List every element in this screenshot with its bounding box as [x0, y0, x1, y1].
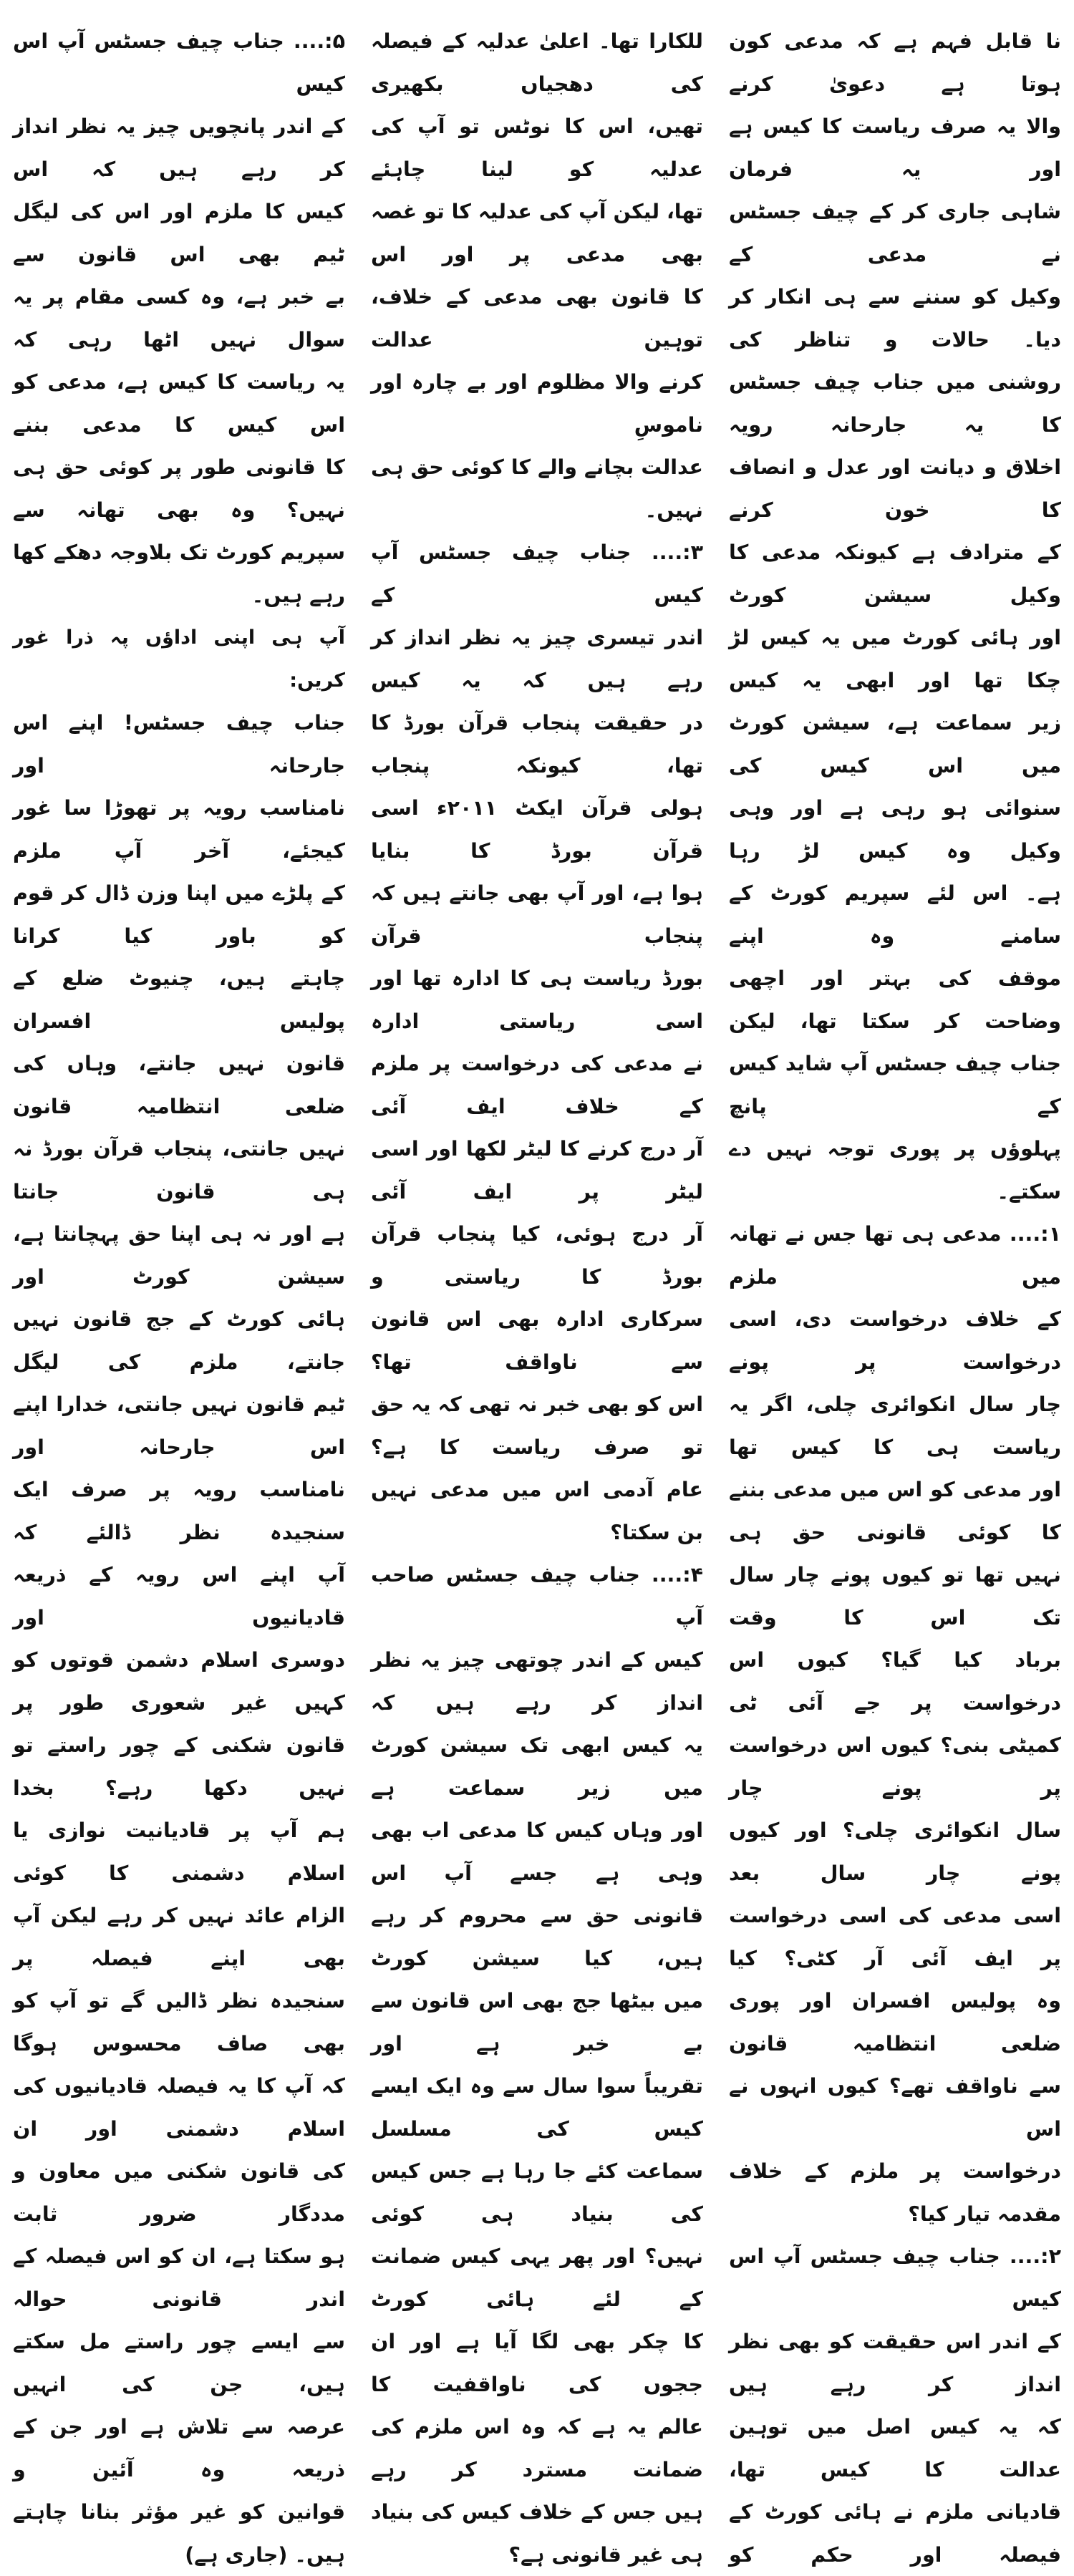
text-line: نا قابل فہم ہے کہ مدعی کون ہوتا ہے دعویٰ کرنے — [729, 29, 1061, 96]
text-line: یہ ریاست کا کیس ہے، مدعی کو اس کیس کا مدعی بننے — [13, 370, 345, 437]
text-line: ہے اور نہ ہی اپنا حق پہچانتا ہے، سیشن کورٹ اور — [13, 1222, 345, 1289]
column-middle — [371, 20, 704, 2567]
text-line: کرنے والا مظلوم اور بے چارہ اور ناموسِ — [371, 370, 703, 437]
point-5-heading: ۵:.... جناب چیف جسٹس آپ اس کیس — [13, 29, 345, 96]
text-line: کی قانون شکنی میں معاون و مددگار ضرور ثابت — [13, 2159, 345, 2226]
text-line: ہائی کورٹ کے جج قانون نہیں جانتے، ملزم کی لیگل — [13, 1307, 345, 1374]
text-line: سال انکوائری چلی؟ اور کیوں پونے چار سال بعد — [729, 1819, 1061, 1885]
text-line: ٹیم قانون نہیں جانتی، خدارا اپنے اس جارحانہ اور — [13, 1393, 345, 1459]
point-2-heading: ۲:.... جناب چیف جسٹس آپ اس کیس — [729, 2245, 1061, 2311]
text-line: آپ اپنے اس رویہ کے ذریعہ قادیانیوں اور — [13, 1563, 345, 1630]
text-line: آر درج ہوئی، کیا پنجاب قرآن بورڈ کا ریاستی و — [371, 1222, 703, 1289]
text-line: درخواست پر ملزم کے خلاف مقدمہ تیار کیا؟ — [729, 2159, 1061, 2226]
text-line: سنوائی ہو رہی ہے اور وہی وکیل وہ کیس لڑ رہا — [729, 796, 1061, 863]
text-line: کے خلاف درخواست دی، اسی درخواست پر پونے — [729, 1307, 1061, 1374]
text-line: قانون نہیں جانتے، وہاں کی ضلعی انتظامیہ قانون — [13, 1052, 345, 1118]
text-line: کیس کا ملزم اور اس کی لیگل ٹیم بھی اس قانون سے — [13, 200, 345, 266]
text-line: پہلوؤں پر پوری توجہ نہیں دے سکتے۔ — [729, 1137, 1061, 1204]
text-line: ہے۔ اس لئے سپریم کورٹ کے سامنے وہ اپنے — [729, 881, 1061, 948]
text-line: کہ آپ کا یہ فیصلہ قادیانیوں کی اسلام دشمنی اور ان — [13, 2074, 345, 2141]
text-line: میں بیٹھا جج بھی اس قانون سے بے خبر ہے اور — [371, 1989, 703, 2056]
text-line: نہیں تھا تو کیوں پونے چار سال تک اس کا وقت — [729, 1563, 1061, 1630]
text-line: کے اندر پانچویں چیز یہ نظر انداز کر رہے ہیں کہ اس — [13, 115, 345, 181]
text-line: اور مدعی کو اس میں مدعی بننے کا کوئی قانونی حق ہی — [729, 1478, 1061, 1544]
text-line: والا یہ صرف ریاست کا کیس ہے اور یہ فرمان — [729, 115, 1061, 181]
text-line: للکارا تھا۔ اعلیٰ عدلیہ کے فیصلہ کی دھجیاں بکھیری — [371, 29, 703, 96]
text-line: اخلاق و دیانت اور عدل و انصاف کا خون کرنے — [729, 455, 1061, 522]
text-line: عرصہ سے تلاش ہے اور جن کے ذریعہ وہ آئین و — [13, 2415, 345, 2481]
text-line: وہ پولیس افسران اور پوری ضلعی انتظامیہ قانون — [729, 1989, 1061, 2056]
text-line: اس کو بھی خبر نہ تھی کہ یہ حق تو صرف ریاست کا ہے؟ — [371, 1393, 703, 1459]
text-line: اور ہائی کورٹ میں یہ کیس لڑ چکا تھا اور ابھی یہ کیس — [729, 626, 1061, 692]
text-line: سے ایسے چور راستے مل سکتے ہیں، جن کی انہیں — [13, 2330, 345, 2396]
text-line: کے مترادف ہے کیونکہ مدعی کا وکیل سیشن کورٹ — [729, 541, 1061, 607]
text-line: وکیل کو سننے سے ہی انکار کر دیا۔ حالات و تناظر کی — [729, 285, 1061, 352]
text-line: بے خبر ہے، وہ کسی مقام پر یہ سوال نہیں اٹھا رہی کہ — [13, 285, 345, 352]
point-1-heading: ۱:.... مدعی ہی تھا جس نے تھانہ میں ملزم — [729, 1222, 1061, 1289]
text-line: نہیں جانتی، پنجاب قرآن بورڈ نہ ہی قانون جانتا — [13, 1137, 345, 1204]
article-columns — [13, 20, 1061, 2567]
text-line: جناب چیف جسٹس آپ شاید کیس کے پانچ — [729, 1052, 1061, 1118]
text-line: سنجیدہ نظر ڈالیں گے تو آپ کو بھی صاف محسوس ہوگا — [13, 1989, 345, 2056]
text-line: تھیں، اس کا نوٹس تو آپ کی عدلیہ کو لینا چاہئے — [371, 115, 703, 181]
text-line: یہ کیس ابھی تک سیشن کورٹ میں زیر سماعت ہے — [371, 1733, 703, 1800]
text-line: تھا، لیکن آپ کی عدلیہ کا تو غصہ بھی مدعی پر اور اس — [371, 200, 703, 266]
point-3-heading: ۳:.... جناب چیف جسٹس آپ کیس کے — [371, 541, 703, 607]
text-line: سے ناواقف تھے؟ کیوں انہوں نے اس — [729, 2074, 1061, 2141]
text-line: آر درج کرنے کا لیٹر لکھا اور اسی لیٹر پر ایف آئی — [371, 1137, 703, 1204]
text-line: سرکاری ادارہ بھی اس قانون سے ناواقف تھا؟ — [371, 1307, 703, 1374]
point-4-heading: ۴:.... جناب چیف جسٹس صاحب آپ — [371, 1563, 703, 1630]
text-line: کیس کے اندر چوتھی چیز یہ نظر انداز کر رہے ہیں کہ — [371, 1648, 703, 1715]
text-line: کہ یہ کیس اصل میں توہین عدالت کا کیس تھا، — [729, 2415, 1061, 2481]
column-right — [729, 20, 1061, 2567]
text-line: جناب چیف جسٹس! اپنے اس جارحانہ اور — [13, 711, 345, 778]
text-line: کے اندر اس حقیقت کو بھی نظر انداز کر رہے ہیں — [729, 2330, 1061, 2396]
text-line: تقریباً سوا سال سے وہ ایک ایسے کیس کی مسلسل — [371, 2074, 703, 2141]
text-line: عام آدمی اس میں مدعی نہیں بن سکتا؟ — [371, 1478, 703, 1544]
text-line: چاہتے ہیں، چنیوٹ ضلع کے پولیس افسران — [13, 967, 345, 1033]
text-line: الزام عائد نہیں کر رہے لیکن آپ بھی اپنے فیصلہ پر — [13, 1904, 345, 1970]
section-subheading: آپ ہی اپنی اداؤں پہ ذرا غور کریں: — [13, 626, 345, 692]
text-line: چار سال انکوائری چلی، اگر یہ ریاست ہی کا کیس تھا — [729, 1393, 1061, 1459]
text-line: کا چکر بھی لگا آیا ہے اور ان ججوں کی ناواقفیت کا — [371, 2330, 703, 2396]
text-line: در حقیقت پنجاب قرآن بورڈ کا تھا، کیونکہ پنجاب — [371, 711, 703, 778]
text-line: نامناسب رویہ پر تھوڑا سا غور کیجئے، آخر آپ ملزم — [13, 796, 345, 863]
text-line: اندر تیسری چیز یہ نظر انداز کر رہے ہیں کہ یہ کیس — [371, 626, 703, 692]
text-line: ہم آپ پر قادیانیت نوازی یا اسلام دشمنی کا کوئی — [13, 1819, 345, 1885]
text-line: دوسری اسلام دشمن قوتوں کو کہیں غیر شعوری طور پر — [13, 1648, 345, 1715]
text-line: کا قانونی طور پر کوئی حق ہی نہیں؟ وہ بھی تھانہ سے — [13, 455, 345, 522]
text-line: ہو سکتا ہے، ان کو اس فیصلہ کے اندر قانونی حوالہ — [13, 2245, 345, 2311]
text-line: عدالت بچانے والے کا کوئی حق ہی نہیں۔ — [371, 455, 703, 522]
column-left — [13, 20, 345, 2567]
text-line: نامناسب رویہ پر صرف ایک سنجیدہ نظر ڈالئے کہ — [13, 1478, 345, 1544]
text-line: ہیں جس کے خلاف کیس کی بنیاد ہی غیر قانونی ہے؟ — [371, 2500, 703, 2567]
text-line: کے پلڑے میں اپنا وزن ڈال کر قوم کو باور کیا کرانا — [13, 881, 345, 948]
text-line: روشنی میں جناب چیف جسٹس کا یہ جارحانہ رویہ — [729, 370, 1061, 437]
text-line: عالم یہ ہے کہ وہ اس ملزم کی ضمانت مسترد کر رہے — [371, 2415, 703, 2481]
text-line: اسی مدعی کی اسی درخواست پر ایف آئی آر کٹی؟ کیا — [729, 1904, 1061, 1970]
text-line: کا قانون بھی مدعی کے خلاف، توہین عدالت — [371, 285, 703, 352]
text-line: موقف کی بہتر اور اچھی وضاحت کر سکتا تھا، لیکن — [729, 967, 1061, 1033]
text-line: برباد کیا گیا؟ کیوں اس درخواست پر جے آئی ٹی — [729, 1648, 1061, 1715]
text-line: قادیانی ملزم نے ہائی کورٹ کے فیصلہ اور حکم کو — [729, 2500, 1061, 2567]
text-line: قوانین کو غیر مؤثر بنانا چاہتے ہیں۔ (جاری ہے) — [13, 2500, 345, 2567]
text-line: قانون شکنی کے چور راستے تو نہیں دکھا رہے؟ بخدا — [13, 1733, 345, 1800]
text-line: بورڈ ریاست ہی کا ادارہ تھا اور اسی ریاستی ادارہ — [371, 967, 703, 1033]
text-line: قانونی حق سے محروم کر رہے ہیں، کیا سیشن کورٹ — [371, 1904, 703, 1970]
text-line: سماعت کئے جا رہا ہے جس کیس کی بنیاد ہی کوئی — [371, 2159, 703, 2226]
text-line: شاہی جاری کر کے چیف جسٹس نے مدعی کے — [729, 200, 1061, 266]
text-line: کمیٹی بنی؟ کیوں اس درخواست پر پونے چار — [729, 1733, 1061, 1800]
text-line: نہیں؟ اور پھر یہی کیس ضمانت کے لئے ہائی کورٹ — [371, 2245, 703, 2311]
text-line: ہوا ہے، اور آپ بھی جانتے ہیں کہ پنجاب قرآن — [371, 881, 703, 948]
text-line: ہولی قرآن ایکٹ ۲۰۱۱ء اسی قرآن بورڈ کا بنایا — [371, 796, 704, 863]
text-line: نے مدعی کی درخواست پر ملزم کے خلاف ایف آئی — [371, 1052, 703, 1118]
text-line: اور وہاں کیس کا مدعی اب بھی وہی ہے جسے آپ اس — [371, 1819, 703, 1885]
text-line: زیر سماعت ہے، سیشن کورٹ میں اس کیس کی — [729, 711, 1061, 778]
text-line: سپریم کورٹ تک بلاوجہ دھکے کھا رہے ہیں۔ — [13, 541, 345, 607]
